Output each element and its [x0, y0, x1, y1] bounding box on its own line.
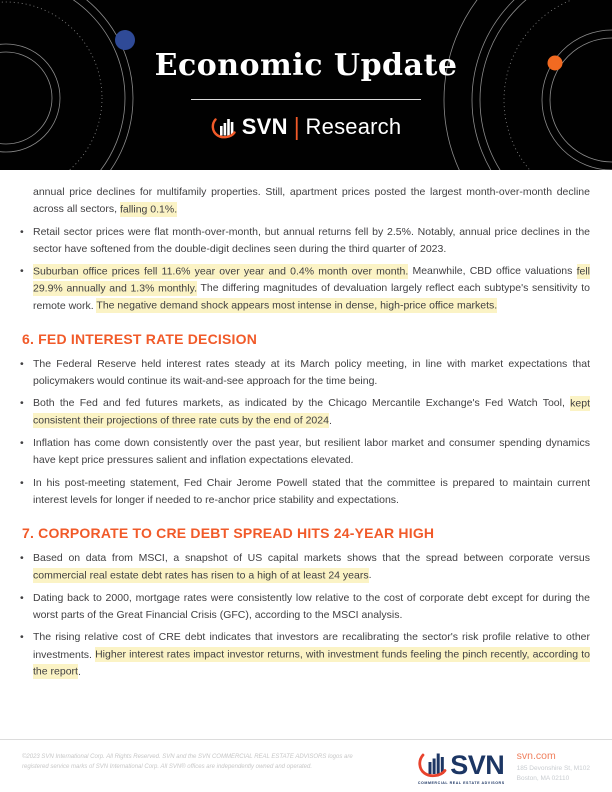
text-run: .: [77, 665, 81, 678]
text-run: Meanwhile, CBD office valuations: [408, 265, 577, 278]
bullet-marker: •: [20, 552, 24, 565]
text-run: annual price declines for multifamily properties. Still, apartment prices posted the largest month-over-month decline across all sectors,: [33, 186, 590, 216]
body-content: [0, 170, 612, 686]
brand-divider: |: [293, 112, 300, 141]
bullet-marker: •: [20, 476, 24, 489]
highlighted-text: fell 29.9% annually and 1.3% monthly.: [33, 265, 591, 295]
footer-logo-tagline: COMMERCIAL REAL ESTATE ADVISORS: [417, 781, 505, 785]
text-run: Both the Fed and fed futures markets, as indicated by the Chicago Mercantile Exchange's Fed Watch Tool,: [33, 397, 571, 410]
section-heading: 6. FED INTEREST RATE DECISION: [22, 331, 258, 348]
highlighted-text: falling 0.1%.: [119, 203, 178, 216]
bullet-item: [20, 629, 591, 681]
highlighted-text: Higher interest rates impact investor returns, with investment funds feeling the pinch recently, according to the report: [33, 648, 591, 678]
footer-contact: [517, 749, 590, 784]
text-run: Retail sector prices were flat month-over-month, but annual returns fell by 2.5%. Notably, annual price declines in the sector have softened from the double-digit declines seen during the third quarter of 2023.: [33, 225, 590, 255]
highlighted-text: The negative demand shock appears most intense in dense, high-price office markets.: [96, 299, 498, 312]
svn-swoosh-icon: [418, 749, 449, 779]
bullet-marker: •: [20, 357, 24, 370]
page-title: Economic Update: [154, 48, 458, 83]
bullet-marker: •: [20, 631, 24, 644]
website-link[interactable]: svn.com: [516, 750, 556, 762]
highlighted-text: kept consistent their projections of three rate cuts by the end of 2024: [33, 397, 590, 427]
header-banner: [0, 0, 612, 170]
bullet-item: [20, 550, 590, 585]
bullet-marker: •: [20, 397, 24, 410]
highlighted-text: Suburban office prices fell 11.6% year over year and 0.4% month over month.: [33, 265, 409, 278]
text-run: Inflation has come down consistently over the past year, but resilient labor market and consumer spending dynamics have kept price pressures salient and inflation expectations elevated.: [33, 437, 590, 467]
svn-footer-logo: [418, 749, 505, 785]
section-heading: 7. CORPORATE TO CRE DEBT SPREAD HITS 24-YEAR HIGH: [22, 525, 435, 542]
brand-svn-text: SVN: [241, 114, 288, 139]
address-line-1: 185 Devonshire St, M102: [516, 765, 590, 772]
blue-orbit-dot: [115, 30, 135, 50]
text-run: The differing magnitudes of devaluation largely reflect each subtype's sensitivity to remote work.: [33, 282, 590, 312]
title-divider: [191, 99, 421, 100]
text-run: The rising relative cost of CRE debt indicates that investors are recalibrating the sector's risk profile relative to other investments.: [33, 631, 590, 661]
bullet-item: [20, 590, 590, 625]
highlighted-text: commercial real estate debt rates has risen to a high of at least 24 years: [33, 569, 369, 582]
bullet-item: [20, 224, 590, 259]
copyright-text: ©2023 SVN International Corp. All Rights Reserved. SVN and the SVN COMMERCIAL REAL ESTATE ADVISORS logos are registered service marks of SVN International Corp. All SVN® offices are independently owned and operated.: [22, 754, 353, 770]
bullet-item: [20, 435, 590, 470]
bullet-item: [20, 263, 591, 315]
footer-right: [418, 749, 590, 785]
text-run: .: [368, 569, 372, 582]
bullet-marker: •: [20, 591, 24, 604]
bullet-marker: •: [20, 437, 24, 450]
text-run: The Federal Reserve held interest rates steady at its March policy meeting, in line with market expectations that policymakers would continue its wait-and-see approach for the time being.: [33, 357, 590, 388]
text-run: .: [328, 414, 332, 427]
svn-bars-icon: [211, 114, 238, 140]
bullet-marker: •: [20, 265, 24, 278]
bullet-marker: •: [20, 225, 24, 238]
text-run: In his post-meeting statement, Fed Chair Jerome Powell stated that the committee is prepared to maintain current interest levels for longer if needed to re-anchor price stability and expectations.: [33, 476, 590, 506]
orbit-rings-decoration: [0, 0, 612, 170]
svn-research-logo: [0, 110, 612, 144]
footer: [0, 739, 612, 792]
bullet-item: [20, 395, 590, 430]
text-run: Based on data from MSCI, a snapshot of US capital markets shows that the spread between corporate versus: [33, 552, 590, 565]
bullet-item: [20, 475, 590, 510]
paragraph: [33, 184, 590, 219]
address-line-2: Boston, MA 02110: [516, 775, 570, 783]
text-run: Dating back to 2000, mortgage rates were consistently low relative to the cost of corporate debt except for during the worst parts of the Great Financial Crisis (GFC), according to the MSCI analysis.: [33, 591, 590, 621]
footer-svn-text: SVN: [450, 750, 505, 781]
brand-research-text: Research: [305, 114, 402, 139]
bullet-item: [20, 356, 590, 391]
